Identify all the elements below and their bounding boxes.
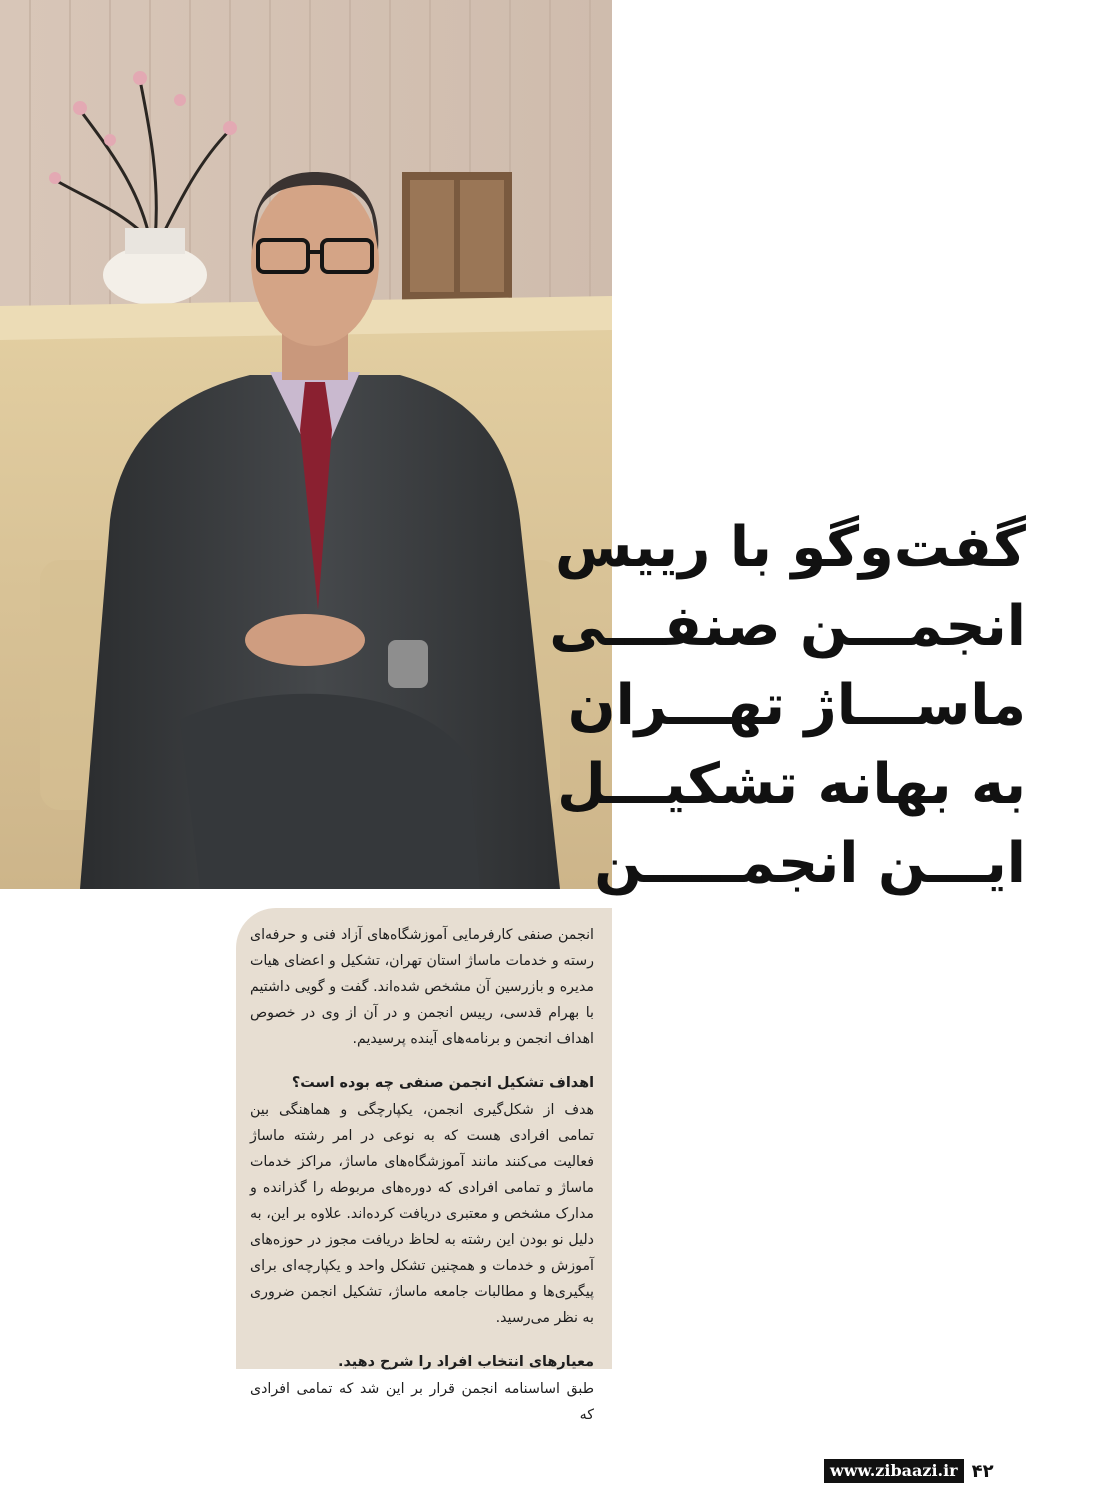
headline-line: به بهانه تشکیـــل: [557, 752, 1026, 817]
article-body: [236, 908, 612, 1423]
headline-line: گفت‌وگو با رییس: [555, 515, 1026, 580]
headline-line: ایـــن انجمـــــن: [594, 831, 1026, 896]
spacer: [250, 1331, 594, 1349]
website-link[interactable]: www.zibaazi.ir: [824, 1459, 964, 1483]
headline-line: انجمـــن صنفـــی: [549, 594, 1026, 659]
question-heading: معیارهای انتخاب افراد را شرح دهید.: [338, 1354, 594, 1371]
article-headline: [549, 508, 1026, 903]
page-number: ۴۲: [971, 1460, 994, 1482]
portrait-photo: [0, 0, 612, 889]
spacer: [250, 1052, 594, 1070]
answer-paragraph: هدف از شکل‌گیری انجمن، یکپارچگی و هماهنگی بین تمامی افرادی هست که به نوعی در امر رشته ماساژ فعالیت می‌کنند مانند آموزشگاه‌های ماساژ، مراکز خدمات ماساژ و تمامی افرادی که دوره‌های مربوطه را گذرانده و مدارک مشخص و معتبری دریافت کرده‌اند. علاوه بر این، به دلیل نو بودن این رشته به لحاظ دریافت مجوز در حوزه‌های آموزش و خدمات و همچنین تشکل واحد و یکپارچه‌ای برای پیگیری‌ها و مطالبات جامعه ماساژ، تشکیل انجمن ضروری به نظر می‌رسید.: [250, 1101, 594, 1327]
page-footer: [824, 1458, 994, 1484]
headline-line: ماســـاژ تهـــران: [567, 673, 1026, 738]
question-heading: اهداف تشکیل انجمن صنفی چه بوده است؟: [291, 1075, 594, 1092]
answer-paragraph: طبق اساسنامه انجمن قرار بر این شد که تمامی افرادی که: [250, 1380, 594, 1423]
intro-paragraph: انجمن صنفی کارفرمایی آموزشگاه‌های آزاد فنی و حرفه‌ای رسته و خدمات ماساژ استان تهران، تشکیل و اعضای هیات مدیره و بازرسین آن مشخص شده‌اند. گفت و گویی داشتیم با بهرام قدسی، رییس انجمن و در آن از وی در خصوص اهداف انجمن و برنامه‌های آینده پرسیدیم.: [250, 927, 594, 1048]
